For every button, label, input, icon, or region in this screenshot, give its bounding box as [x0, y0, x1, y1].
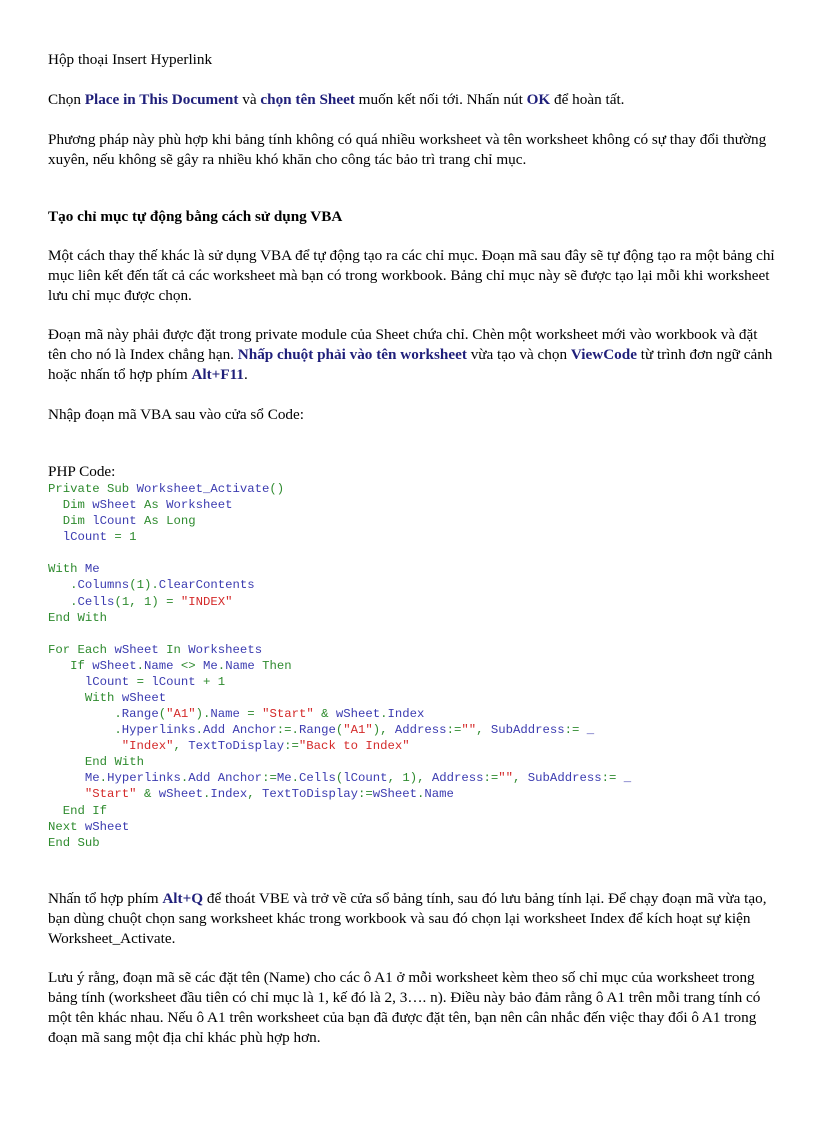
alt-q-shortcut: Alt+Q [162, 890, 204, 907]
text-run: để hoàn tất. [550, 91, 625, 108]
code-line: .Columns(1).ClearContents [48, 578, 255, 593]
code-line: lCount = 1 [62, 530, 137, 545]
naming-note-paragraph: Lưu ý rằng, đoạn mã sẽ các đặt tên (Name) cho các ô A1 ở mỗi worksheet kèm theo số chỉ mục của worksheet trong bảng tính (worksheet đầu tiên có chỉ mục là 1, kế đó là 2, 3…. n). Điều này bảo đảm rằng ô A1 trên mỗi trang tính có một tên khác nhau. Nếu ô A1 trên worksheet của bạn đã được đặt tên, bạn nên cân nhắc đến việc thay đổi ô A1 trong đoạn mã sang một địa chỉ khác phù hợp hơn. [48, 969, 761, 1046]
vba-code-block [48, 481, 778, 851]
code-line: Dim wSheet As Worksheet [62, 498, 233, 513]
code-line: Next wSheet [48, 819, 130, 834]
code-line: End Sub [48, 835, 100, 850]
code-line: If wSheet.Name <> Me.Name Then [70, 658, 292, 673]
text-run: và [238, 91, 261, 108]
code-line: End With [48, 610, 108, 625]
code-line: "Start" & wSheet.Index, TextToDisplay:=wSheet.Name [84, 787, 454, 802]
code-line: Dim lCount As Long [62, 514, 196, 529]
code-line: Private Sub Worksheet_Activate() [48, 482, 285, 496]
code-label: PHP Code: [48, 463, 116, 480]
code-prompt-paragraph: Nhập đoạn mã VBA sau vào cửa sổ Code: [48, 406, 304, 423]
text-run: . [243, 366, 248, 383]
code-line: .Range("A1").Name = "Start" & wSheet.Index [48, 707, 425, 722]
code-line: With wSheet [84, 691, 167, 706]
section-heading: Tạo chỉ mục tự động bằng cách sử dụng VBA [48, 208, 343, 225]
code-line: Me.Hyperlinks.Add Anchor:=Me.Cells(lCount, 1), Address:="", SubAddress:= _ [84, 771, 632, 786]
text-run: để thoát VBE và trở về cửa sổ bảng tính, sau đó lưu bảng tính lại. Để chạy đoạn mã vừa tạo, bạn dùng chuột chọn sang worksheet khác trong workbook và sau đó chọn lại worksheet Index để kích hoạt sự kiện Worksheet_Activate. [48, 890, 767, 947]
code-line: .Cells(1, 1) = "INDEX" [48, 594, 233, 609]
code-line [48, 626, 778, 642]
method-note-paragraph: Phương pháp này phù hợp khi bảng tính không có quá nhiều worksheet và tên worksheet không có sự thay đổi thường xuyên, nếu không sẽ gây ra nhiều khó khăn cho công tác bảo trì trang chỉ mục. [48, 131, 767, 168]
text-run: Đoạn mã này phải được đặt trong private module của Sheet chứa chỉ. Chèn một worksheet mới vào workbook và đặt tên cho nó là Index chẳng hạn. [48, 326, 758, 363]
text-run: vừa tạo và chọn [466, 346, 571, 363]
choose-sheet-term: chọn tên Sheet [260, 91, 355, 108]
code-line: End With [84, 755, 144, 770]
text-run: Nhấn tổ hợp phím [48, 890, 163, 907]
viewcode-term: ViewCode [570, 346, 637, 363]
instruction-paragraph [48, 90, 778, 110]
code-line: .Hyperlinks.Add Anchor:=.Range("A1"), Address:="", SubAddress:= _ [48, 723, 595, 738]
ok-button-term: OK [526, 91, 551, 108]
place-in-document-term: Place in This Document [84, 91, 239, 108]
code-line [48, 545, 778, 561]
right-click-term: Nhấp chuột phải vào tên worksheet [237, 346, 467, 363]
text-run: Chọn [48, 91, 85, 108]
alt-f11-shortcut: Alt+F11 [191, 366, 244, 383]
module-instruction-paragraph [48, 325, 778, 385]
run-instruction-paragraph [48, 889, 778, 949]
text-run: muốn kết nối tới. Nhấn nút [354, 91, 527, 108]
figure-caption: Hộp thoại Insert Hyperlink [48, 51, 213, 68]
code-line: For Each wSheet In Worksheets [48, 642, 263, 657]
code-line: With Me [48, 562, 100, 577]
vba-intro-paragraph: Một cách thay thế khác là sử dụng VBA để tự động tạo ra các chỉ mục. Đoạn mã sau đây sẽ tự động tạo ra một bảng chỉ mục liên kết đến tất cả các worksheet mà bạn có trong workbook. Bảng chỉ mục này sẽ được tạo lại mỗi khi worksheet lưu chỉ mục được chọn. [48, 247, 775, 304]
text-run: từ trình đơn ngữ cảnh hoặc nhấn tổ hợp phím [48, 346, 773, 383]
code-line: End If [62, 803, 108, 818]
code-line: lCount = lCount + 1 [84, 674, 226, 689]
code-line: "Index", TextToDisplay:="Back to Index" [121, 739, 410, 754]
